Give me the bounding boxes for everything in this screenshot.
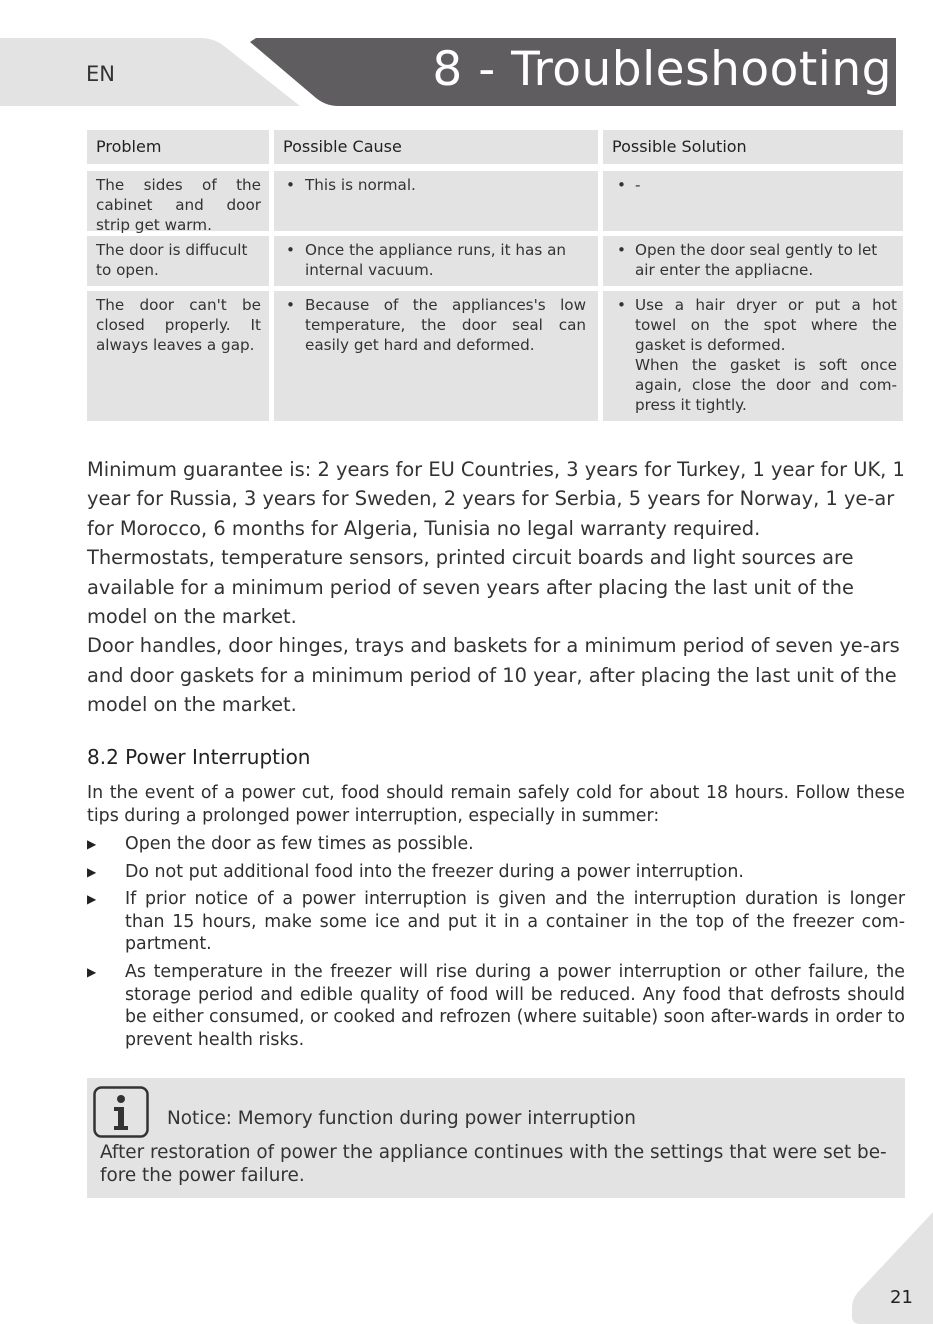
list-item: • Open the door seal gently to let air enter the appliacne. xyxy=(617,240,897,280)
list-item xyxy=(87,861,905,884)
solution-text-2: When the gasket is soft once again, close the door and com-press it tightly. xyxy=(635,356,897,414)
tip-text: If prior notice of a power interruption is given and the interruption duration is longer than 15 hours, make some ice and put it in a container in the top of the freezer com-partment. xyxy=(125,889,905,955)
list-item: • - xyxy=(617,175,897,195)
info-icon xyxy=(93,1086,149,1138)
chapter-header xyxy=(250,38,896,106)
list-item: • This is normal. xyxy=(286,175,586,195)
guarantee-paragraph-3: Door handles, door hinges, trays and baskets for a minimum period of seven ye-ars and door gaskets for a minimum period of 10 year, after placing the last unit of the model on the market. xyxy=(87,634,900,717)
table-header-cause: Possible Cause xyxy=(274,130,598,164)
page-number: 21 xyxy=(890,1287,913,1308)
tip-text: Do not put additional food into the freezer during a power interruption. xyxy=(125,861,744,882)
notice-body: After restoration of power the appliance continues with the settings that were set be-fore the power failure. xyxy=(100,1142,887,1186)
section-title: 8.2 Power Interruption xyxy=(87,745,311,769)
guarantee-text xyxy=(87,455,913,720)
arrow-bullet-icon: ▶ xyxy=(87,837,97,851)
cause-text: Because of the appliances's low temperature, the door seal can easily get hard and deformed. xyxy=(305,296,586,354)
solution-text: Use a hair dryer or put a hot towel on the spot where the gasket is deformed. xyxy=(635,296,897,354)
table-row-2-solution xyxy=(603,236,903,286)
cause-text: Once the appliance runs, it has an internal vacuum. xyxy=(305,241,567,279)
section-intro: In the event of a power cut, food should remain safely cold for about 18 hours. Follow these tips during a prolonged power interruption, especially in summer: xyxy=(87,783,905,826)
notice-title: Notice: Memory function during power interruption xyxy=(167,1108,636,1129)
guarantee-paragraph-2: Thermostats, temperature sensors, printed circuit boards and light sources are available for a minimum period of seven years after placing the last unit of the model on the market. xyxy=(87,546,854,629)
table-header-problem: Problem xyxy=(87,130,269,164)
cause-text: This is normal. xyxy=(305,176,416,194)
arrow-bullet-icon: ▶ xyxy=(87,964,97,979)
arrow-bullet-icon: ▶ xyxy=(87,864,97,879)
chapter-title: 8 - Troubleshooting xyxy=(432,42,892,97)
guarantee-paragraph-1: Minimum guarantee is: 2 years for EU Countries, 3 years for Turkey, 1 year for UK, 1 year for Russia, 3 years for Sweden, 2 years for Serbia, 5 years for Norway, 1 ye-ar for Morocco, 6 months for Algeria, Tunisia no legal warranty required. xyxy=(87,458,905,540)
table-row-1-cause xyxy=(274,171,598,231)
tip-text: Open the door as few times as possible. xyxy=(125,834,474,854)
list-item xyxy=(87,833,905,856)
solution-text: Open the door seal gently to let air enter the appliacne. xyxy=(635,241,878,279)
list-item: • Use a hair dryer or put a hot towel on the spot where the gasket is deformed. When the gasket is soft once again, close the door and com-press it tightly. xyxy=(617,296,897,414)
table-row-3-cause xyxy=(274,291,598,421)
list-item: • Because of the appliances's low temperature, the door seal can easily get hard and deformed. xyxy=(286,296,586,354)
language-label: EN xyxy=(86,62,115,86)
table-row-3-problem: The door can't be closed properly. It always leaves a gap. xyxy=(87,291,269,421)
table-row-2-problem: The door is diffucult to open. xyxy=(87,236,269,286)
table-row-1-solution xyxy=(603,171,903,231)
table-row-2-cause xyxy=(274,236,598,286)
notice-box xyxy=(87,1078,905,1198)
tip-text: As temperature in the freezer will rise during a power interruption or other failure, the storage period and edible quality of food will be reduced. Any food that defrosts should be either consumed, or cooked and refrozen (where suitable) soon after-wards in order to prevent health risks. xyxy=(125,961,905,1050)
table-row-1-problem: The sides of the cabinet and door strip get warm. xyxy=(87,171,269,231)
table-header-solution: Possible Solution xyxy=(603,130,903,164)
tips-list xyxy=(87,833,905,1056)
solution-text: - xyxy=(635,176,641,194)
list-item: • Once the appliance runs, it has an internal vacuum. xyxy=(286,240,586,280)
table-row-3-solution xyxy=(603,291,903,421)
arrow-bullet-icon: ▶ xyxy=(87,892,97,907)
list-item xyxy=(87,888,905,956)
list-item xyxy=(87,961,905,1051)
